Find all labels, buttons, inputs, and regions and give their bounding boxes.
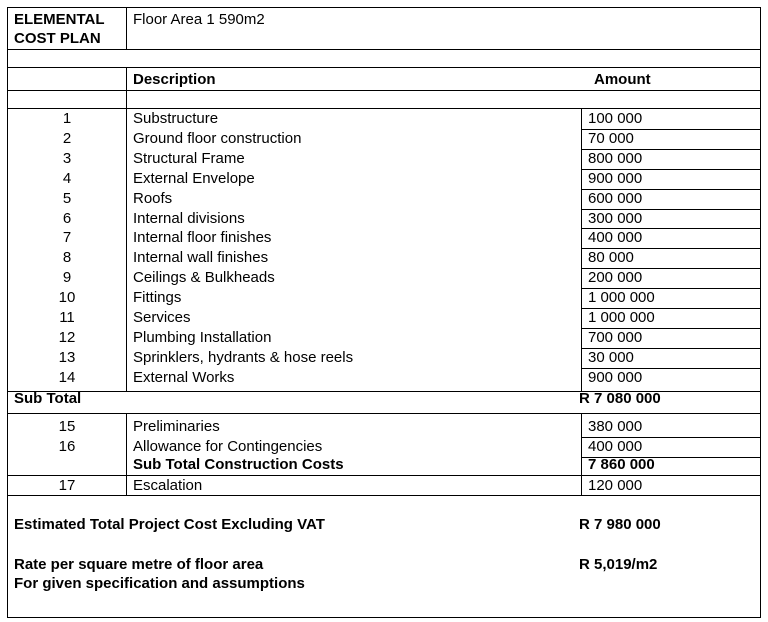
row-amount: 400 000 bbox=[588, 229, 643, 247]
row-amount: 380 000 bbox=[588, 418, 643, 435]
escalation-rule bbox=[8, 495, 760, 496]
row-description: Preliminaries bbox=[133, 418, 220, 435]
description-column-header: Description bbox=[133, 71, 216, 88]
col-divider-2a bbox=[581, 108, 582, 391]
row-description: External Works bbox=[133, 368, 235, 386]
row-description: Internal wall finishes bbox=[133, 249, 269, 267]
row-description: Structural Frame bbox=[133, 149, 245, 167]
floor-area: Floor Area 1 590m2 bbox=[133, 11, 265, 28]
col-divider-2b bbox=[581, 413, 582, 495]
subtotal-label: Sub Total bbox=[14, 390, 82, 407]
row-description: Roofs bbox=[133, 189, 173, 207]
row-amount: 80 000 bbox=[588, 249, 634, 267]
row-amount: 900 000 bbox=[588, 368, 643, 386]
row-description: Substructure bbox=[133, 110, 219, 127]
row-amount: 400 000 bbox=[588, 437, 643, 455]
title-line-1: ELEMENTAL bbox=[14, 11, 105, 28]
column-header-rule bbox=[8, 90, 760, 91]
row-description: Fittings bbox=[133, 289, 182, 307]
row-amount: 900 000 bbox=[588, 169, 643, 187]
header-rule bbox=[8, 49, 760, 50]
row-description: External Envelope bbox=[133, 169, 255, 187]
row-amount: 30 000 bbox=[588, 348, 634, 366]
row-description: Services bbox=[133, 309, 191, 326]
cost-plan-sheet bbox=[7, 7, 761, 618]
row-amount: 200 000 bbox=[588, 269, 643, 287]
row-description: Internal floor finishes bbox=[133, 229, 272, 247]
row-number: 10 bbox=[58, 289, 76, 307]
total-cost-amount: R 7 980 000 bbox=[579, 516, 661, 533]
rate-note: For given specification and assumptions bbox=[14, 575, 305, 592]
row-amount: 1 000 000 bbox=[588, 289, 655, 307]
construction-subtotal-rule bbox=[8, 475, 760, 476]
row-description: Plumbing Installation bbox=[133, 328, 272, 346]
row-number: 16 bbox=[58, 437, 76, 455]
row-number: 15 bbox=[58, 418, 76, 435]
row-amount: 1 000 000 bbox=[588, 309, 655, 326]
subtotal-bottom-rule bbox=[8, 413, 760, 414]
title-line-2: COST PLAN bbox=[14, 30, 101, 47]
col-divider-1b bbox=[126, 413, 127, 495]
row-description: Allowance for Contingencies bbox=[133, 437, 323, 455]
row-amount: 300 000 bbox=[588, 209, 643, 227]
row-number: 11 bbox=[59, 309, 75, 326]
construction-subtotal-label: Sub Total Construction Costs bbox=[133, 456, 344, 473]
rate-amount: R 5,019/m2 bbox=[579, 556, 658, 573]
col-divider-1a bbox=[126, 67, 127, 391]
row-number: 8 bbox=[62, 249, 72, 267]
row-number: 2 bbox=[62, 129, 72, 147]
amount-column-header: Amount bbox=[594, 71, 651, 88]
row-number: 6 bbox=[62, 209, 72, 227]
row-description: Ground floor construction bbox=[133, 129, 302, 147]
row-description: Internal divisions bbox=[133, 209, 245, 227]
spacer-rule bbox=[8, 67, 760, 68]
row-amount: 100 000 bbox=[588, 110, 643, 127]
total-cost-label: Estimated Total Project Cost Excluding VAT bbox=[14, 516, 325, 533]
row-number: 9 bbox=[62, 269, 72, 287]
row-description: Sprinklers, hydrants & hose reels bbox=[133, 348, 354, 366]
header-divider bbox=[126, 8, 127, 49]
row-number: 12 bbox=[58, 328, 76, 346]
subtotal-amount: R 7 080 000 bbox=[579, 390, 661, 407]
row-number: 14 bbox=[58, 368, 76, 386]
row-amount: 800 000 bbox=[588, 149, 643, 167]
table-top-rule bbox=[8, 108, 760, 109]
row-amount: 700 000 bbox=[588, 328, 643, 346]
row-number: 7 bbox=[62, 229, 72, 247]
escalation-amount: 120 000 bbox=[588, 477, 643, 494]
construction-subtotal-amount: 7 860 000 bbox=[588, 456, 655, 473]
row-number: 4 bbox=[62, 169, 72, 187]
rate-label: Rate per square metre of floor area bbox=[14, 556, 264, 573]
row-amount: 70 000 bbox=[588, 129, 634, 147]
row-description: Ceilings & Bulkheads bbox=[133, 269, 275, 287]
row-number: 1 bbox=[62, 110, 72, 127]
escalation-number: 17 bbox=[58, 477, 76, 494]
row-amount: 600 000 bbox=[588, 189, 643, 207]
escalation-description: Escalation bbox=[133, 477, 203, 494]
row-number: 5 bbox=[62, 189, 72, 207]
row-number: 13 bbox=[58, 348, 76, 366]
row-number: 3 bbox=[62, 149, 72, 167]
